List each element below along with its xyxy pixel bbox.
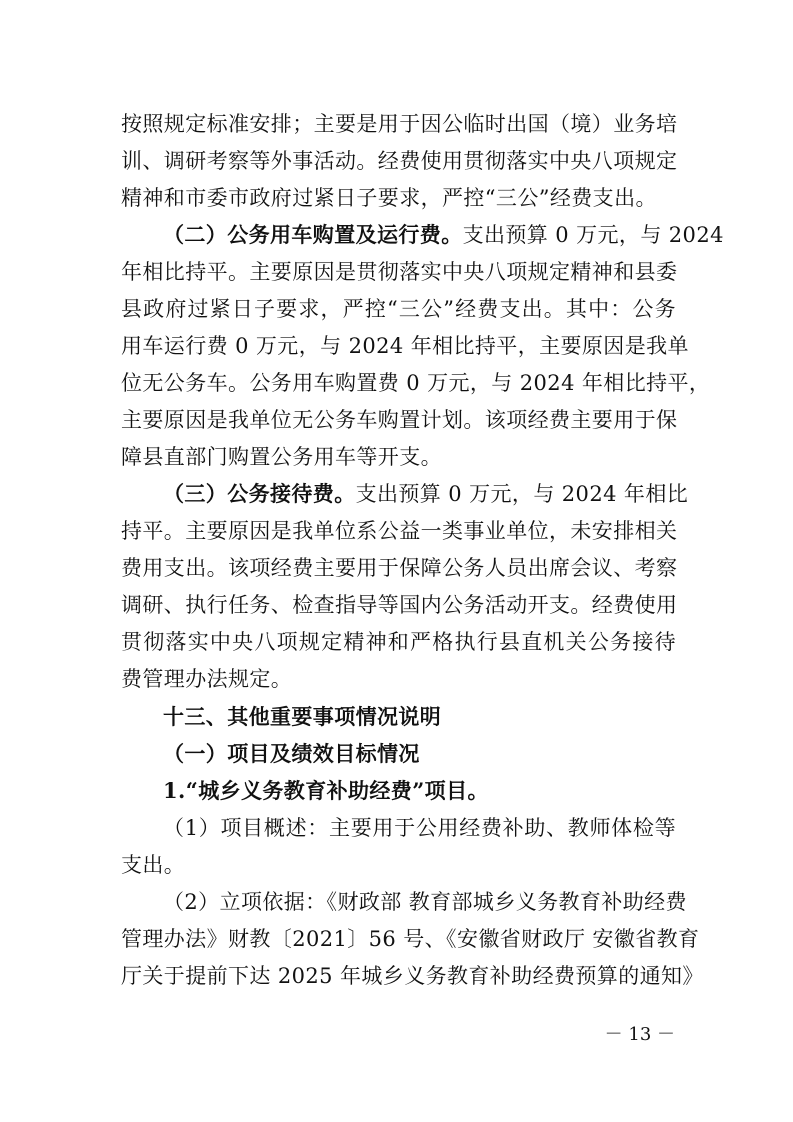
text-line-18: 支出。 — [121, 853, 186, 877]
text-line-9: 主要原因是我单位无公务车购置计划。该项经费主要用于保 — [121, 408, 678, 432]
page-number: － 13 － — [604, 1024, 675, 1045]
text-line-16: 费管理办法规定。 — [121, 667, 293, 691]
text-line-5: 年相比持平。主要原因是贯彻落实中央八项规定精神和县委 — [121, 260, 678, 284]
section-heading-reception: （三）公务接待费。 — [163, 481, 356, 506]
text-line-2: 训、调研考察等外事活动。经费使用贯彻落实中央八项规定 — [121, 149, 678, 173]
text-line-8: 位无公务车。公务用车购置费 0 万元，与 2024 年相比持平， — [121, 371, 711, 395]
text-line-21: 厅关于提前下达 2025 年城乡义务教育补助经费预算的通知》 — [121, 964, 704, 988]
text-line-7: 用车运行费 0 万元，与 2024 年相比持平，主要原因是我单 — [121, 334, 689, 358]
text-line-12: 持平。主要原因是我单位系公益一类事业单位，未安排相关 — [121, 519, 678, 543]
paragraph-2-first-line — [163, 221, 724, 249]
section-heading-vehicle: （二）公务用车购置及运行费。 — [163, 222, 463, 247]
text-line-15: 贯彻落实中央八项规定精神和严格执行县直机关公务接待 — [121, 630, 676, 654]
text-line-11-rest: 支出预算 0 万元，与 2024 年相比 — [355, 482, 689, 506]
text-line-6: 县政府过紧日子要求，严控“三公”经费支出。其中：公务 — [121, 297, 676, 321]
text-line-13: 费用支出。该项经费主要用于保障公务人员出席会议、考察 — [121, 556, 678, 580]
subsection-heading-projects: （一）项目及绩效目标情况 — [163, 741, 420, 766]
text-line-4-rest: 支出预算 0 万元，与 2024 — [462, 223, 724, 247]
text-line-1: 按照规定标准安排；主要是用于因公临时出国（境）业务培 — [121, 112, 678, 136]
paragraph-3-first-line — [163, 480, 689, 508]
text-line-14: 调研、执行任务、检查指导等国内公务活动开支。经费使用 — [121, 593, 678, 617]
text-line-3: 精神和市委市政府过紧日子要求，严控“三公”经费支出。 — [121, 186, 657, 210]
text-line-19: （2）立项依据：《财政部 教育部城乡义务教育补助经费 — [163, 890, 687, 914]
section-heading-13: 十三、其他重要事项情况说明 — [163, 705, 442, 729]
text-line-20: 管理办法》财教〔2021〕56 号、《安徽省财政厅 安徽省教育 — [121, 927, 700, 951]
text-line-10: 障县直部门购置公务用车等开支。 — [121, 445, 442, 469]
text-line-17: （1）项目概述：主要用于公用经费补助、教师体检等 — [163, 816, 676, 840]
project-title: 1.“城乡义务教育补助经费”项目。 — [163, 778, 489, 803]
